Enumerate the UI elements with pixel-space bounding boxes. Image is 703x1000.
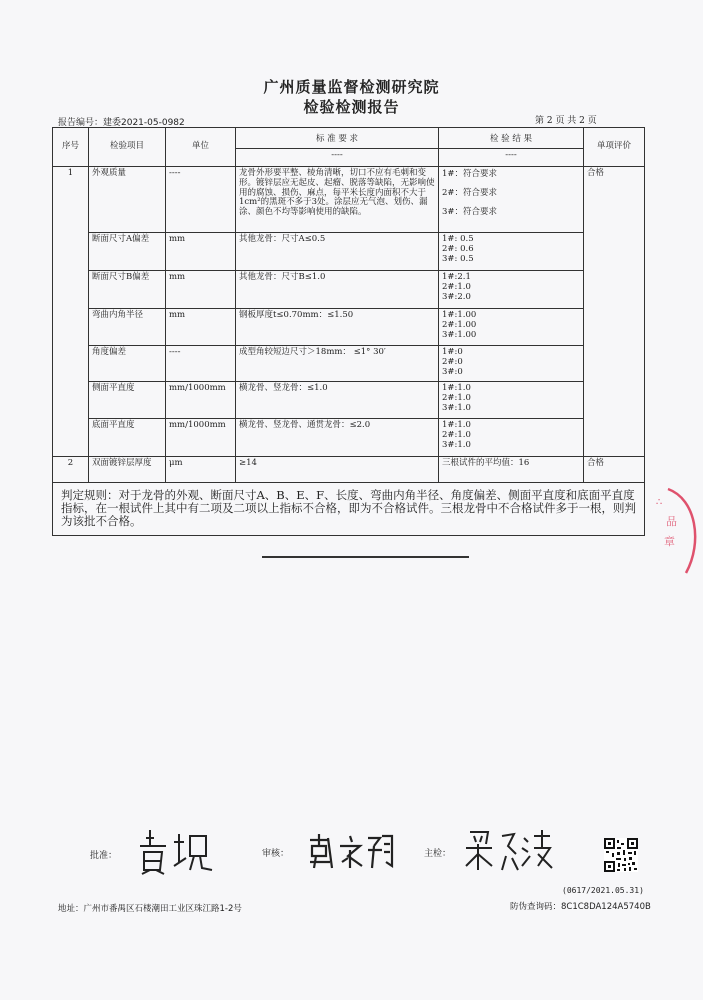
- result-cell: 1#:2.1 2#:1.0 3#:2.0: [439, 271, 584, 309]
- report-number: 报告编号：建委2021-05-0982: [58, 118, 185, 128]
- result-cell: 1#：符合要求 2#：符合要求 3#：符合要求: [439, 167, 584, 233]
- table-row: [53, 271, 645, 309]
- seq-cell: 1: [53, 167, 89, 457]
- table-row: [53, 167, 645, 233]
- table-row: [53, 309, 645, 346]
- result-cell: 1#:1.0 2#:1.0 3#:1.0: [439, 382, 584, 419]
- unit-cell: mm: [166, 271, 236, 309]
- seq-cell: 2: [53, 457, 89, 483]
- item-cell: 断面尺寸A偏差: [89, 233, 166, 271]
- table-row: [53, 233, 645, 271]
- item-cell: 双面镀锌层厚度: [89, 457, 166, 483]
- item-cell: 弯曲内角半径: [89, 309, 166, 346]
- unit-cell: mm/1000mm: [166, 382, 236, 419]
- item-cell: 底面平直度: [89, 419, 166, 457]
- standard-cell: 其他龙骨：尺寸B≤1.0: [236, 271, 439, 309]
- standard-cell: 成型角较短边尺寸＞18mm： ≤1° 30′: [236, 346, 439, 382]
- standard-cell: ≥14: [236, 457, 439, 483]
- standard-cell: 钢板厚度t≤0.70mm：≤1.50: [236, 309, 439, 346]
- unit-cell: mm: [166, 233, 236, 271]
- unit-cell: mm/1000mm: [166, 419, 236, 457]
- item-cell: 角度偏差: [89, 346, 166, 382]
- result-cell: 1#:0 2#:0 3#:0: [439, 346, 584, 382]
- svg-text:章: 章: [664, 535, 675, 548]
- institute-title: 广州质量监督检测研究院: [263, 78, 440, 96]
- approve-signature-image: [136, 826, 216, 876]
- svg-text:品: 品: [666, 515, 677, 528]
- table-row: [53, 457, 645, 483]
- table-row: [53, 346, 645, 382]
- standard-cell: 其他龙骨：尺寸A≤0.5: [236, 233, 439, 271]
- inspection-table: [52, 127, 645, 536]
- table-header-row: [53, 128, 645, 167]
- result-cell: 1#: 0.5 2#: 0.6 3#: 0.5: [439, 233, 584, 271]
- eval-cell: 合格: [584, 167, 645, 457]
- table-row: [53, 419, 645, 457]
- header-standard: 标 准 要 求 ----: [236, 128, 439, 167]
- unit-cell: ----: [166, 346, 236, 382]
- result-cell: 1#:1.0 2#:1.0 3#:1.0: [439, 419, 584, 457]
- result-cell: 1#:1.00 2#:1.00 3#:1.00: [439, 309, 584, 346]
- item-cell: 侧面平直度: [89, 382, 166, 419]
- qr-code-icon: [604, 838, 638, 872]
- standard-cell: 龙骨外形要平整、棱角清晰，切口不应有毛刺和变形。镀锌层应无起皮、起瘤、脱落等缺陷，无影响使用的腐蚀、损伤、麻点，每平米长度内面积不大于1cm²的黑斑不多于3处。涂层应无气泡、划伤、漏涂、颜色不均等影响使用的缺陷。: [236, 167, 439, 233]
- anti-fake-code: 防伪查询码：8C1C8DA124A5740B: [510, 902, 651, 912]
- item-cell: 断面尺寸B偏差: [89, 271, 166, 309]
- end-divider: [262, 556, 469, 558]
- address: 地址：广州市番禺区石楼潮田工业区珠江路1-2号: [58, 904, 242, 914]
- table-row: [53, 382, 645, 419]
- approve-signature: [136, 826, 216, 880]
- rule-row: [53, 483, 645, 536]
- page-info: 第 2 页 共 2 页: [535, 116, 597, 126]
- standard-cell: 横龙骨、竖龙骨、通贯龙骨：≤2.0: [236, 419, 439, 457]
- review-signature: [306, 832, 396, 876]
- review-label: 审核：: [262, 849, 290, 859]
- unit-cell: μm: [166, 457, 236, 483]
- unit-cell: ----: [166, 167, 236, 233]
- standard-cell: 横龙骨、竖龙骨：≤1.0: [236, 382, 439, 419]
- chief-label: 主检：: [424, 849, 452, 859]
- seal-stamp: [648, 487, 703, 577]
- unit-cell: mm: [166, 309, 236, 346]
- header-result: 检 验 结 果 ----: [439, 128, 584, 167]
- chief-signature: [462, 826, 557, 880]
- header-seq: 序号: [53, 128, 89, 167]
- header-unit: 单位: [166, 128, 236, 167]
- result-cell: 三根试件的平均值：16: [439, 457, 584, 483]
- report-title: 检验检测报告: [303, 98, 400, 116]
- svg-text:∴: ∴: [656, 497, 663, 508]
- item-cell: 外观质量: [89, 167, 166, 233]
- approve-label: 批准：: [90, 851, 118, 861]
- doc-code: (0617/2021.05.31): [562, 886, 644, 895]
- review-signature-image: [306, 832, 396, 872]
- eval-cell: 合格: [584, 457, 645, 483]
- header-item: 检验项目: [89, 128, 166, 167]
- chief-signature-image: [462, 826, 557, 876]
- judgement-rule: 判定规则：对于龙骨的外观、断面尺寸A、B、E、F、长度、弯曲内角半径、角度偏差、侧面平直度和底面平直度指标，在一根试件上其中有二项及二项以上指标不合格，即为不合格试件。三根龙骨中不合格试件多于一根，则判为该批不合格。: [53, 483, 645, 536]
- header-eval: 单项评价: [584, 128, 645, 167]
